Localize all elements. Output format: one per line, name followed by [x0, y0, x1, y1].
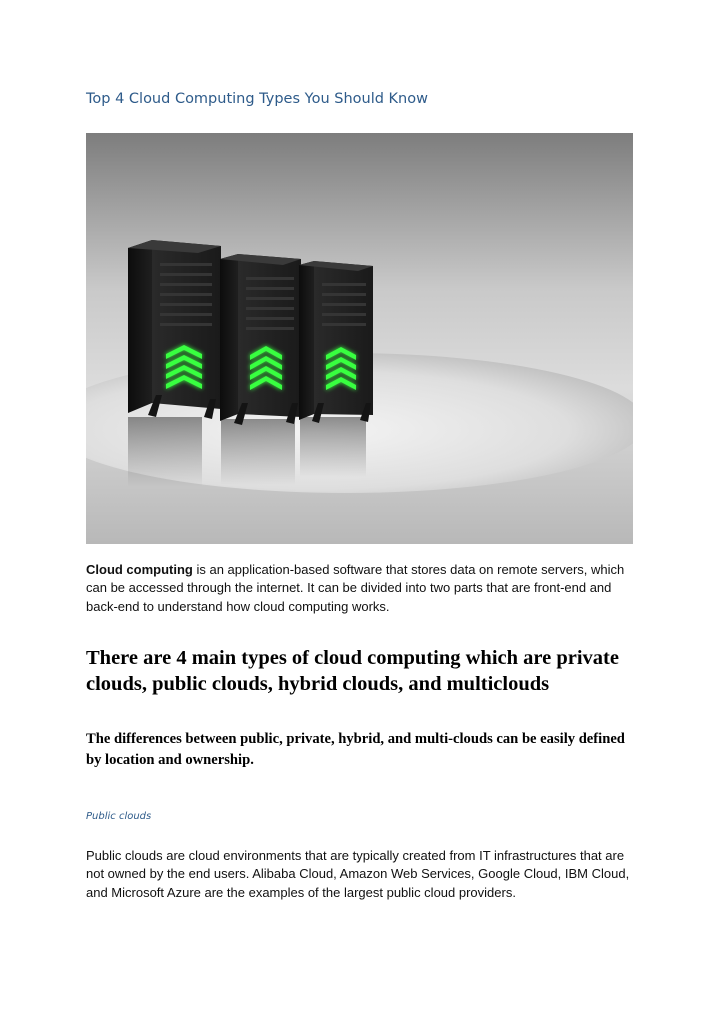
server-rack-image	[86, 133, 633, 544]
page-title: Top 4 Cloud Computing Types You Should Know	[86, 91, 428, 107]
main-heading: There are 4 main types of cloud computing which are private clouds, public clouds, hybrid clouds, and multiclouds	[86, 647, 619, 695]
intro-text: is an application-based software that stores data on remote servers, which can be accessed through the internet. It can be divided into two parts that are front-end and back-end to understand how cloud computing works.	[86, 562, 625, 614]
subheading: The differences between public, private, hybrid, and multi-clouds can be easily defined by location and ownership.	[86, 731, 625, 768]
intro-paragraph	[86, 561, 638, 616]
section-label-public-clouds: Public clouds	[86, 811, 152, 822]
intro-term: Cloud computing	[86, 562, 193, 577]
section-body-public-clouds: Public clouds are cloud environments that are typically created from IT infrastructures that are not owned by the end users. Alibaba Cloud, Amazon Web Services, Google Cloud, IBM Cloud, and Microsoft Azure are the examples of the largest public cloud providers.	[86, 848, 630, 900]
